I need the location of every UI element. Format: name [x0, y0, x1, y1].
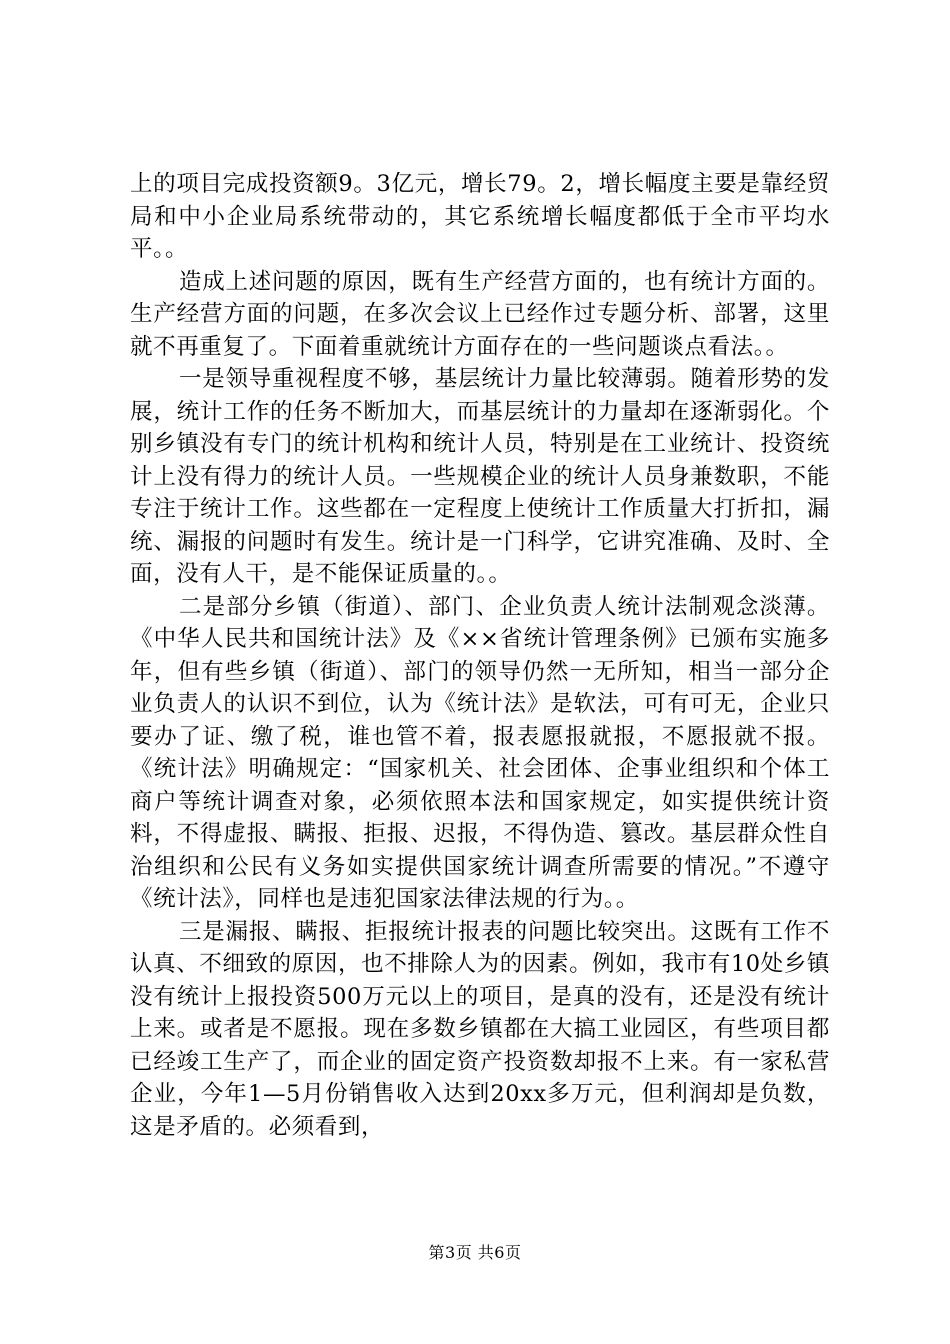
page-footer: 第3页 共6页 [428, 1243, 522, 1262]
paragraph-causes: 造成上述问题的原因，既有生产经营方面的，也有统计方面的。生产经营方面的问题，在多次会议上已经作过专题分析、部署，这里就不再重复了。下面着重就统计方面存在的一些问题谈点看法。。 [130, 268, 830, 360]
body-text [130, 168, 830, 1143]
paragraph-continuation: 上的项目完成投资额9。3亿元，增长79。2，增长幅度主要是靠经贸局和中小企业局系统带动的，其它系统增长幅度都低于全市平均水平。。 [130, 171, 830, 262]
paragraph-point-one: 一是领导重视程度不够，基层统计力量比较薄弱。随着形势的发展，统计工作的任务不断加大，而基层统计的力量却在逐渐弱化。个别乡镇没有专门的统计机构和统计人员，特别是在工业统计、投资统计上没有得力的统计人员。一些规模企业的统计人员身兼数职，不能专注于统计工作。这些都在一定程度上使统计工作质量大打折扣，漏统、漏报的问题时有发生。统计是一门科学，它讲究准确、及时、全面，没有人干，是不能保证质量的。。 [130, 366, 830, 587]
paragraph-point-three: 三是漏报、瞒报、拒报统计报表的问题比较突出。这既有工作不认真、不细致的原因，也不排除人为的因素。例如，我市有10处乡镇没有统计上报投资500万元以上的项目，是真的没有，还是没有统计上来。或者是不愿报。现在多数乡镇都在大搞工业园区，有些项目都已经竣工生产了，而企业的固定资产投资数却报不上来。有一家私营企业，今年1—5月份销售收入达到20xx多万元，但利润却是负数，这是矛盾的。必须看到， [130, 918, 830, 1140]
paragraph-point-two: 二是部分乡镇（街道）、部门、企业负责人统计法制观念淡薄。《中华人民共和国统计法》及《××省统计管理条例》已颁布实施多年，但有些乡镇（街道）、部门的领导仍然一无所知，相当一部分企业负责人的认识不到位，认为《统计法》是软法，可有可无，企业只要办了证、缴了税，谁也管不着，报表愿报就报，不愿报就不报。《统计法》明确规定：“国家机关、社会团体、企事业组织和个体工商户等统计调查对象，必须依照本法和国家规定，如实提供统计资料，不得虚报、瞒报、拒报、迟报，不得伪造、篡改。基层群众性自治组织和公民有义务如实提供国家统计调查所需要的情况。”不遵守《统计法》，同样也是违犯国家法律法规的行为。。 [130, 593, 830, 912]
